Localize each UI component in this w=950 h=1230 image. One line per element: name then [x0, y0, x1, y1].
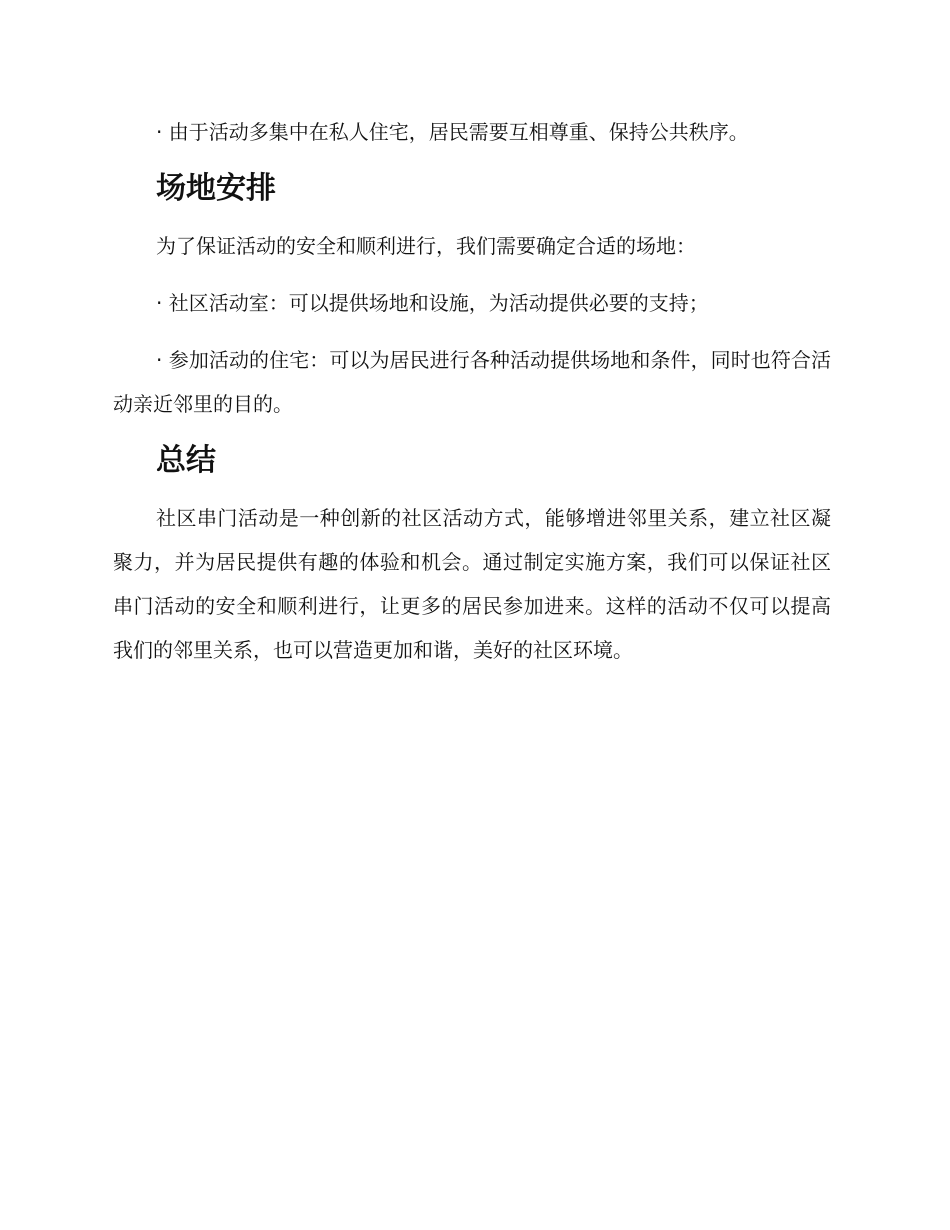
bullet-paragraph-public-order: · 由于活动多集中在私人住宅，居民需要互相尊重、保持公共秩序。	[156, 120, 749, 144]
paragraph-summary: 社区串门活动是一种创新的社区活动方式，能够增进邻里关系，建立社区凝聚力，并为居民提供有趣的体验和机会。通过制定实施方案，我们可以保证社区串门活动的安全和顺利进行，让更多的居民参加进来。这样的活动不仅可以提高我们的邻里关系，也可以营造更加和谐，美好的社区环境。	[113, 506, 831, 662]
paragraph-venue-intro: 为了保证活动的安全和顺利进行，我们需要确定合适的场地：	[156, 234, 696, 258]
bullet-paragraph-residences: · 参加活动的住宅：可以为居民进行各种活动提供场地和条件，同时也符合活动亲近邻里的目的。	[113, 348, 831, 416]
section-heading-summary: 总结	[156, 443, 216, 478]
section-heading-venue: 场地安排	[156, 171, 276, 206]
document-body	[113, 110, 831, 672]
bullet-paragraph-community-room: · 社区活动室：可以提供场地和设施，为活动提供必要的支持；	[156, 291, 709, 315]
